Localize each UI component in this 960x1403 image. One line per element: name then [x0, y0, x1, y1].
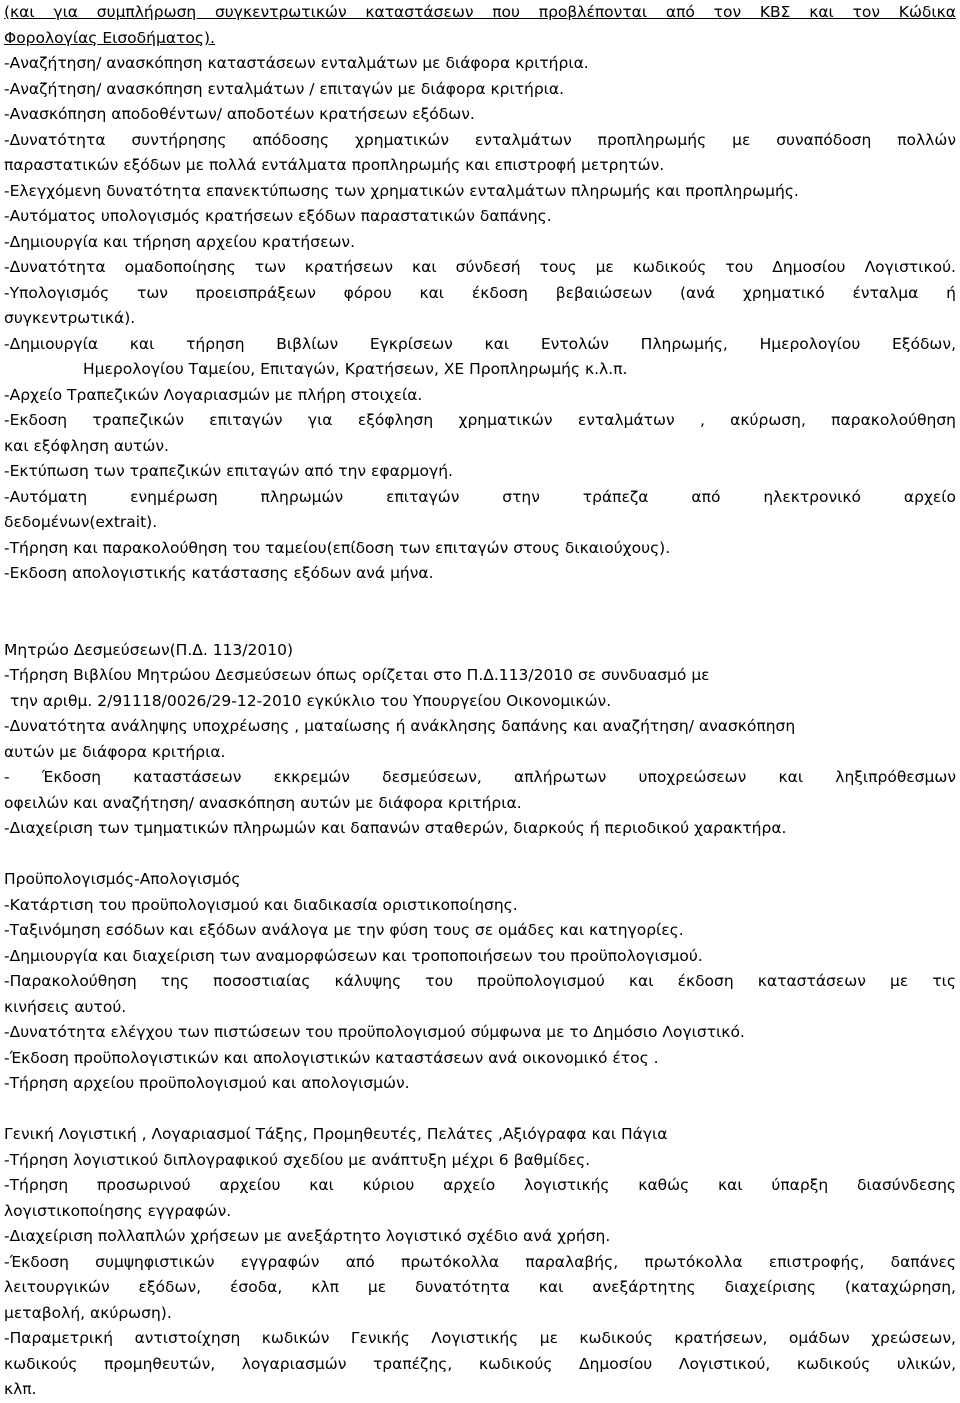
text-line: συγκεντρωτικά).	[4, 309, 136, 327]
document-page	[4, 0, 956, 1403]
text-line: -Ελεγχόμενη δυνατότητα επανεκτύπωσης των χρηματικών ενταλμάτων πληρωμής και προπληρωμής.	[4, 181, 799, 200]
section-heading: Προϋπολογισμός-Απολογισμός	[4, 870, 241, 888]
text-line: -Τήρηση Βιβλίου Μητρώου Δεσμεύσεων όπως ορίζεται στο Π.Δ.113/2010 σε συνδυασμό με	[4, 666, 710, 684]
text-line: -Ανασκόπηση αποδοθέντων/ αποδοτέων κρατήσεων εξόδων.	[4, 105, 475, 123]
section-heading: Γενική Λογιστική , Λογαριασμοί Τάξης, Προμηθευτές, Πελάτες ,Αξιόγραφα και Πάγια	[4, 1125, 668, 1143]
text-line: -Δυνατότητα ομαδοποίησης των κρατήσεων και σύνδεσή τους με κωδικούς του Δημοσίου Λογιστικού.	[4, 258, 956, 276]
text-line: -Δημιουργία και τήρηση Βιβλίων Εγκρίσεων και Εντολών Πληρωμής, Ημερολογίου Εξόδων,	[4, 334, 956, 353]
text-line: -Αυτόματη ενημέρωση πληρωμών επιταγών στην τράπεζα από ηλεκτρονικό αρχείο	[4, 487, 956, 506]
spacer	[4, 1097, 956, 1123]
text-line: -Τήρηση προσωρινού αρχείου και κύριου αρχείο λογιστικής καθώς και ύπαρξη διασύνδεσης	[4, 1176, 956, 1194]
text-line: Φορολογίας Εισοδήματος).	[4, 28, 215, 47]
text-line: -Διαχείριση πολλαπλών χρήσεων με ανεξάρτητο λογιστικό σχέδιο ανά χρήση.	[4, 1227, 611, 1245]
text-line: Ημερολογίου Ταμείου, Επιταγών, Κρατήσεων, ΧΕ Προπληρωμής κ.λ.π.	[83, 360, 628, 378]
text-line: -Αρχείο Τραπεζικών Λογαριασμών με πλήρη στοιχεία.	[4, 385, 423, 404]
text-line: - Έκδοση καταστάσεων εκκρεμών δεσμεύσεων, απλήρωτων υποχρεώσεων και ληξιπρόθεσμων	[4, 768, 956, 786]
text-line: -Παρακολούθηση της ποσοστιαίας κάλυψης του προϋπολογισμού και έκδοση καταστάσεων με τις	[4, 972, 956, 990]
text-line: και εξόφληση αυτών.	[4, 436, 169, 455]
text-line: -Εκτύπωση των τραπεζικών επιταγών από την εφαρμογή.	[4, 462, 453, 480]
text-line: κλπ.	[4, 1380, 37, 1398]
text-line: (και για συμπλήρωση συγκεντρωτικών καταστάσεων που προβλέπονται από τον ΚΒΣ και τον Κώδικα	[4, 3, 956, 21]
text-line: λειτουργικών εξόδων, έσοδα, κλπ με δυνατότητα και ανεξάρτητης διαχείρισης (καταχώρηση,	[4, 1278, 956, 1296]
text-line: -Παραμετρική αντιστοίχηση κωδικών Γενικής Λογιστικής με κωδικούς κρατήσεων, ομάδων χρεώσεων,	[4, 1329, 956, 1347]
text-line: αυτών με διάφορα κριτήρια.	[4, 742, 226, 761]
text-line: -Εκδοση τραπεζικών επιταγών για εξόφληση χρηματικών ενταλμάτων , ακύρωση, παρακολούθηση	[4, 411, 956, 429]
text-line: -Δυνατότητα συντήρησης απόδοσης χρηματικών ενταλμάτων προπληρωμής με συναπόδοση πολλών	[4, 130, 956, 149]
spacer	[4, 587, 956, 613]
text-line: την αριθμ. 2/91118/0026/29-12-2010 εγκύκλιο του Υπουργείου Οικονομικών.	[10, 691, 612, 710]
text-line: -Διαχείριση των τμηματικών πληρωμών και δαπανών σταθερών, διαρκούς ή περιοδικού χαρακτήρα.	[4, 819, 787, 837]
general-accounting-section	[4, 1122, 956, 1403]
section-heading: Μητρώο Δεσμεύσεων(Π.Δ. 113/2010)	[4, 640, 293, 659]
expenses-section	[4, 0, 956, 587]
spacer	[4, 842, 956, 868]
text-line: -Εκδοση απολογιστικής κατάστασης εξόδων ανά μήνα.	[4, 564, 434, 582]
text-line: -Τήρηση αρχείου προϋπολογισμού και απολογισμών.	[4, 1074, 410, 1092]
text-line: μεταβολή, ακύρωση).	[4, 1303, 172, 1322]
text-line: παραστατικών εξόδων με πολλά εντάλματα προπληρωμής και επιστροφή μετρητών.	[4, 156, 665, 174]
text-line: κωδικούς προμηθευτών, λογαριασμών τραπέζης, κωδικούς Δημοσίου Λογιστικού, κωδικούς υλικών,	[4, 1354, 956, 1373]
text-line: δεδομένων(extrait).	[4, 513, 158, 531]
text-line: κινήσεις αυτού.	[4, 997, 127, 1016]
text-line: -Δυνατότητα ελέγχου των πιστώσεων του προϋπολογισμού σύμφωνα με το Δημόσιο Λογιστικό.	[4, 1023, 745, 1041]
text-line: λογιστικοποίησης εγγραφών.	[4, 1201, 232, 1220]
budget-section	[4, 867, 956, 1097]
text-line: -Υπολογισμός των προεισπράξεων φόρου και έκδοση βεβαιώσεων (ανά χρηματικό ένταλμα ή	[4, 283, 956, 302]
text-line: -Τήρηση λογιστικού διπλογραφικού σχεδίου με ανάπτυξη μέχρι 6 βαθμίδες.	[4, 1150, 591, 1169]
text-line: -Έκδοση συμψηφιστικών εγγραφών από πρωτόκολλα παραλαβής, πρωτόκολλα επιστροφής, δαπάνες	[4, 1252, 956, 1271]
spacer	[4, 612, 956, 638]
text-line: -Δημιουργία και διαχείριση των αναμορφώσεων και τροποποιήσεων του προϋπολογισμού.	[4, 946, 703, 965]
text-line: οφειλών και αναζήτηση/ ανασκόπηση αυτών με διάφορα κριτήρια.	[4, 793, 522, 812]
commitments-section	[4, 638, 956, 842]
text-line: -Αναζήτηση/ ανασκόπηση καταστάσεων ενταλμάτων με διάφορα κριτήρια.	[4, 54, 589, 72]
text-line: -Τήρηση και παρακολούθηση του ταμείου(επίδοση των επιταγών στους δικαιούχους).	[4, 538, 671, 557]
text-line: -Αυτόματος υπολογισμός κρατήσεων εξόδων παραστατικών δαπάνης.	[4, 207, 552, 225]
text-line: -Κατάρτιση του προϋπολογισμού και διαδικασία οριστικοποίησης.	[4, 895, 518, 914]
text-line: -Δυνατότητα ανάληψης υποχρέωσης , ματαίωσης ή ανάκλησης δαπάνης και αναζήτηση/ ανασκόπηση	[4, 717, 796, 735]
text-line: -Δημιουργία και τήρηση αρχείου κρατήσεων.	[4, 232, 356, 251]
text-line: -Ταξινόμηση εσόδων και εξόδων ανάλογα με την φύση τους σε ομάδες και κατηγορίες.	[4, 921, 684, 939]
text-line: -Αναζήτηση/ ανασκόπηση ενταλμάτων / επιταγών με διάφορα κριτήρια.	[4, 79, 565, 98]
text-line: -Έκδοση προϋπολογιστικών και απολογιστικών καταστάσεων ανά οικονομικό έτος .	[4, 1048, 659, 1067]
